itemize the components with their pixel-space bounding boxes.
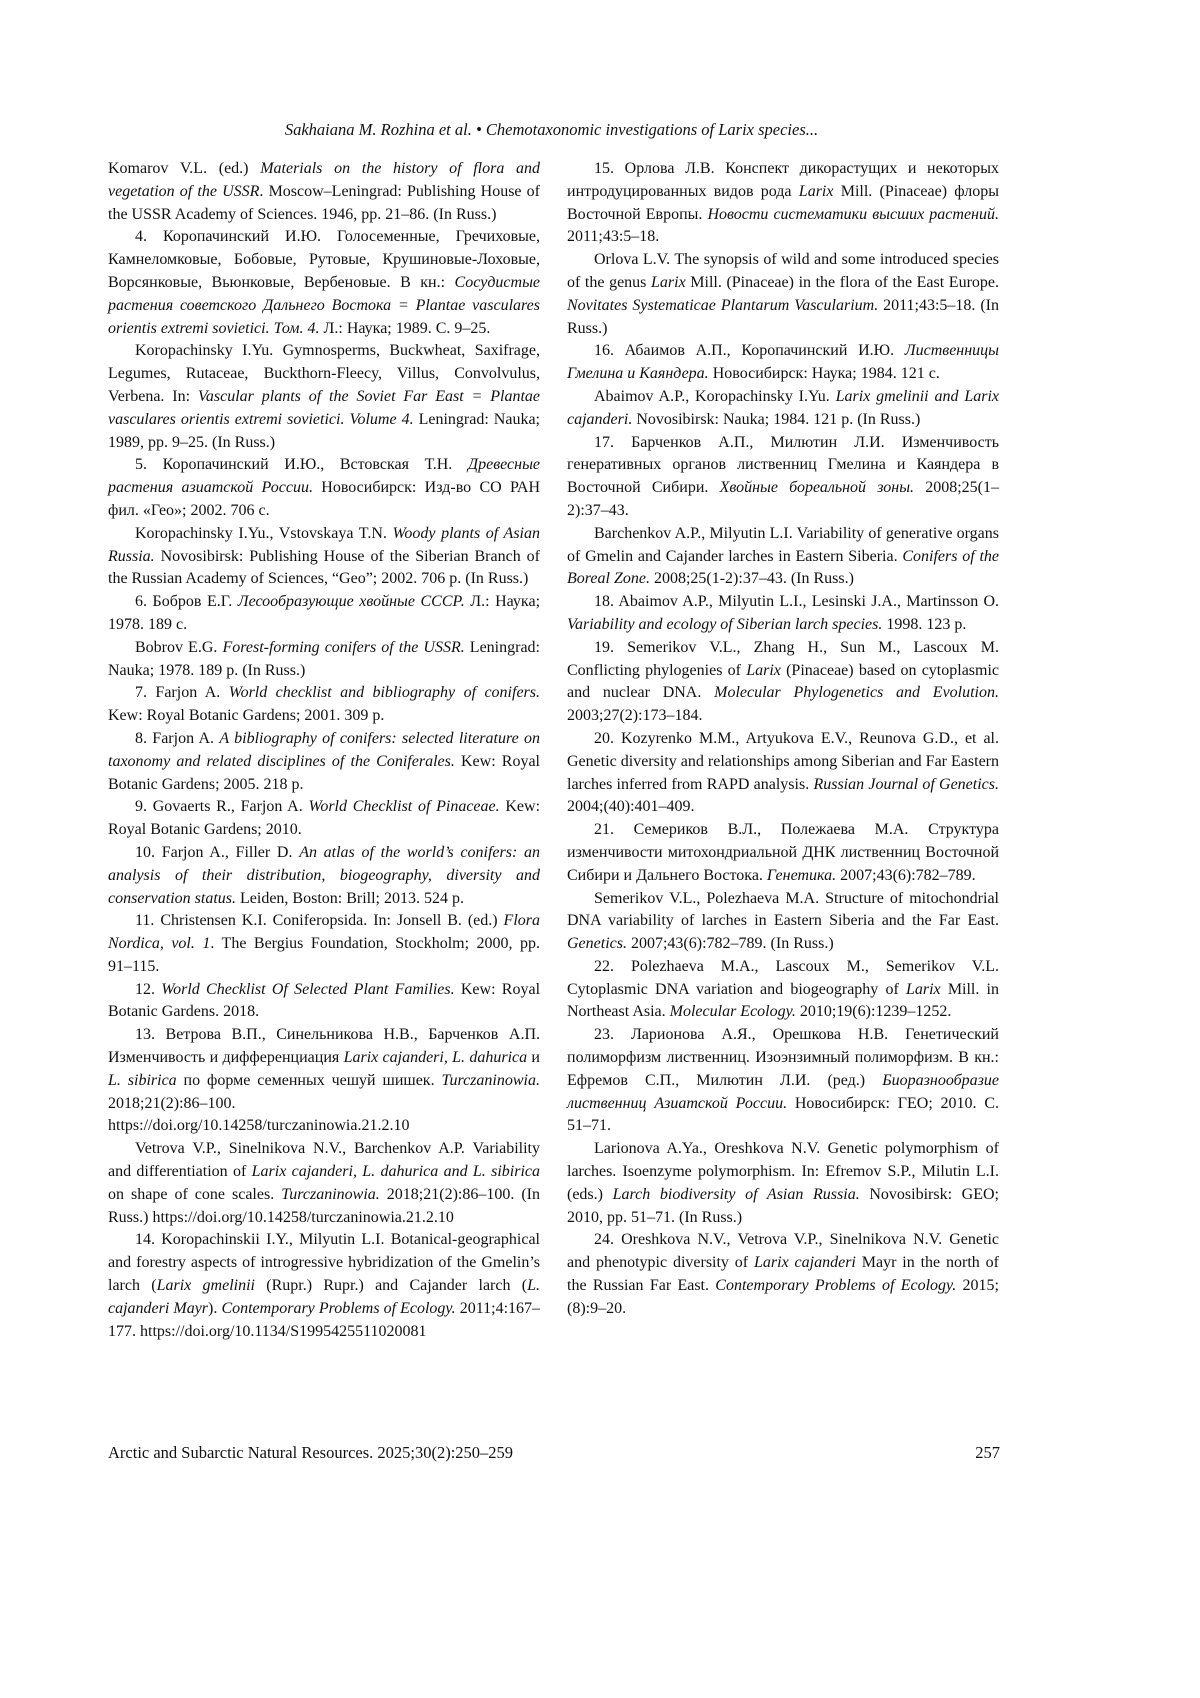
reference-italic-text: Larix cajanderi, L. dahurica — [343, 1049, 528, 1067]
reference-entry — [567, 158, 999, 249]
reference-text: 23. Ларионова А.Я., Орешкова Н.В. Генетический полиморфизм лиственниц. Изоэнзимный полиморфизм. В кн.: Ефремов С.П., Милютин Л.И. (ред.) — [567, 1026, 999, 1089]
reference-text: Semerikov V.L., Polezhaeva M.A. Structure of mitochondrial DNA variability of larches in Eastern Siberia and the Far East. — [567, 889, 999, 930]
reference-text: Mill. (Pinaceae) флоры Восточной Европы. — [567, 182, 1000, 223]
reference-text: Новосибирск: Наука; 1984. 121 с. — [708, 365, 940, 383]
reference-text: Leiden, Boston: Brill; 2013. 524 p. — [236, 889, 464, 907]
reference-text: Koropachinsky I.Yu. Gymnosperms, Buckwheat, Saxifrage, Legumes, Rutaceae, Buckthorn-Fleecy, Villus, Convolvulus, Verbena. In: — [108, 342, 540, 405]
running-header — [0, 120, 1103, 140]
reference-text: 12. — [135, 980, 162, 998]
reference-entry — [108, 682, 540, 728]
reference-text: Л.: Наука; 1989. С. 9–25. — [319, 319, 491, 337]
reference-text: 10. Farjon A., Filler D. — [135, 843, 300, 861]
reference-text: 7. Farjon A. — [135, 684, 229, 702]
reference-entry — [567, 340, 999, 386]
reference-italic-text: World Checklist Of Selected Plant Families. — [161, 980, 455, 998]
reference-entry — [108, 1138, 540, 1229]
reference-text: 2018;21(2):86–100. (In Russ.) https://doi.org/10.14258/turczaninowia.21.2.10 — [108, 1185, 541, 1226]
reference-text: 2011;43:5–18. — [567, 228, 660, 246]
reference-entry — [108, 1229, 540, 1343]
header-article-title: Chemotaxonomic investigations of Larix species... — [485, 120, 819, 139]
reference-text: Kew: Royal Botanic Gardens; 2001. 309 p. — [108, 707, 385, 725]
reference-text: Bobrov E.G. — [135, 638, 223, 656]
reference-text: Abaimov A.P., Koropachinsky I.Yu. — [594, 387, 836, 405]
reference-italic-text: Flora Nordica, vol. 1 — [108, 912, 540, 953]
reference-entry — [567, 432, 999, 523]
reference-text: 14. Koropachinskii I.Y., Milyutin L.I. Botanical-geographical and forestry aspects of introgressive hybridization of the Gmelin’s larch ( — [108, 1231, 540, 1295]
reference-entry — [567, 728, 999, 819]
reference-text: Leningrad: Nauka; 1989, pp. 9–25. (In Russ.) — [108, 410, 540, 451]
reference-text: 2015;(8):9–20. — [567, 1277, 999, 1317]
reference-italic-text: Лесообразующие хвойные СССР. — [237, 593, 465, 611]
references-right-column — [567, 158, 999, 1321]
reference-entry — [108, 226, 540, 340]
reference-text: 5. Коропачинский И.Ю., Встовская Т.Н. — [135, 456, 468, 474]
reference-italic-text: Larix cajanderi — [754, 1254, 856, 1272]
reference-italic-text: Molecular Phylogenetics and Evolution. — [714, 684, 999, 702]
reference-entry — [567, 386, 999, 432]
reference-text: 9. Govaerts R., Farjon A. — [135, 798, 309, 816]
reference-italic-text: Contemporary Problems of Ecology. — [715, 1277, 957, 1295]
reference-italic-text: Turczaninowia. — [441, 1071, 540, 1089]
reference-italic-text: An atlas of the world’s conifers: an analysis of their distribution, biogeography, diversity and conservation status. — [108, 843, 540, 907]
reference-text: 11. Christensen K.I. Coniferopsida. In: Jonsell B. (ed.) — [135, 912, 504, 930]
reference-italic-text: Хвойные бореальной зоны. — [719, 479, 915, 497]
reference-italic-text: Larix — [798, 182, 834, 200]
reference-italic-text: Новости систематики высших растений. — [707, 205, 999, 223]
reference-italic-text: World Checklist of Pinaceae. — [308, 798, 500, 816]
reference-entry — [567, 956, 999, 1024]
reference-italic-text: Древесные растения азиатской России. — [108, 456, 540, 497]
reference-italic-text: Генетика. — [766, 866, 837, 884]
reference-italic-text: Contemporary Problems of Ecology. — [221, 1299, 456, 1317]
reference-entry — [108, 910, 540, 978]
reference-italic-text: A bibliography of conifers: selected literature on taxonomy and related disciplines of the Coniferales. — [108, 729, 540, 770]
reference-text: Kew: Royal Botanic Gardens. 2018. — [108, 980, 541, 1021]
reference-entry — [108, 1024, 540, 1138]
reference-italic-text: World checklist and bibliography of conifers. — [228, 684, 540, 702]
reference-text: Novosibirsk: Nauka; 1984. 121 p. (In Russ.) — [632, 410, 921, 428]
reference-entry — [108, 454, 540, 522]
reference-entry — [108, 158, 540, 226]
reference-entry — [567, 888, 999, 956]
reference-entry — [108, 637, 540, 683]
page-number: 257 — [975, 1443, 1000, 1462]
reference-entry — [108, 979, 540, 1025]
reference-text: (Pinaceae) based on cytoplasmic and nuclear DNA. — [567, 661, 1000, 702]
reference-text: Vetrova V.P., Sinelnikova N.V., Barchenkov A.P. Variability and differentiation of — [108, 1140, 540, 1181]
reference-text: 20. Kozyrenko M.M., Artyukova E.V., Reunova G.D., et al. Genetic diversity and relationships among Siberian and Far Eastern larches inferred from RAPD analysis. — [567, 729, 999, 793]
reference-entry — [108, 728, 540, 796]
reference-italic-text: Larch biodiversity of Asian Russia. — [612, 1185, 860, 1203]
reference-text: Komarov V.L. (ed.) — [108, 160, 261, 177]
reference-text: 4. Коропачинский И.Ю. Голосеменные, Гречиховые, Камнеломковые, Бобовые, Рутовые, Крушиновые-Лоховые, Ворсянковые, Вьюнковые, Вербеновые. В кн.: — [108, 228, 540, 291]
reference-italic-text: Vascular plants of the Soviet Far East = Plantae vasculares orientis extremi sovietici. Volume 4. — [108, 387, 540, 428]
reference-text: 18. Abaimov A.P., Milyutin L.I., Lesinski J.A., Martinsson O. — [594, 593, 999, 611]
reference-text: Mill. (Pinaceae) in the flora of the East Europe. — [685, 273, 1000, 291]
reference-text: Л.: Наука; 1978. 189 с. — [108, 593, 541, 633]
reference-text: Mill. in Northeast Asia. — [567, 980, 999, 1021]
reference-entry — [567, 1229, 999, 1320]
reference-entry — [108, 591, 540, 637]
reference-text: Orlova L.V. The synopsis of wild and some introduced species of the genus — [567, 251, 999, 291]
reference-entry — [108, 842, 540, 910]
reference-text: (Rupr.) Rupr.) and Cajander larch ( — [255, 1277, 528, 1295]
reference-text: 15. Орлова Л.В. Конспект дикорастущих и некоторых интродуцированных видов рода — [567, 160, 999, 200]
reference-italic-text: Биоразнообразие лиственниц Азиатской России. — [567, 1071, 999, 1112]
reference-text: . Moscow–Leningrad: Publishing House of the USSR Academy of Sciences. 1946, pp. 21–86. (In Russ.) — [108, 182, 540, 223]
reference-text: Novosibirsk: GEO; 2010, pp. 51–71. (In Russ.) — [567, 1185, 1000, 1226]
reference-entry — [108, 340, 540, 454]
reference-italic-text: Forest-forming conifers of the USSR. — [222, 638, 465, 656]
reference-entry — [567, 523, 999, 591]
reference-text: 2004;(40):401–409. — [567, 798, 695, 816]
reference-text: 6. Бобров Е.Г. — [135, 593, 238, 611]
reference-text: 2007;43(6):782–789. (In Russ.) — [626, 935, 834, 953]
reference-text: 22. Polezhaeva M.A., Lascoux M., Semerikov V.L. Cytoplasmic DNA variation and biogeography of — [567, 957, 999, 998]
reference-italic-text: L. sibirica — [108, 1071, 177, 1089]
reference-italic-text: Genetics. — [567, 935, 627, 953]
reference-text: 2003;27(2):173–184. — [567, 707, 703, 725]
reference-text: 16. Абаимов А.П., Коропачинский И.Ю. — [594, 342, 905, 360]
reference-text: Barchenkov A.P., Milyutin L.I. Variability of generative organs of Gmelin and Cajander larches in Eastern Siberia. — [567, 524, 999, 565]
footer-journal-citation: Arctic and Subarctic Natural Resources. 2025;30(2):250–259 — [108, 1443, 514, 1462]
reference-text: Larionova A.Ya., Oreshkova N.V. Genetic polymorphism of larches. Isoenzyme polymorphism. In: Efremov S.P., Milutin L.I. (eds.) — [567, 1140, 999, 1203]
reference-text: 2018;21(2):86–100. https://doi.org/10.14258/turczaninowia.21.2.10 — [108, 1094, 410, 1135]
reference-italic-text: Molecular Ecology. — [669, 1003, 796, 1021]
reference-text: 19. Semerikov V.L., Zhang H., Sun M., Lascoux M. Conflicting phylogenies of — [567, 638, 999, 679]
reference-italic-text: Лиственницы Гмелина и Каяндера. — [567, 342, 999, 383]
reference-text: Новосибирск: ГЕО; 2010. С. 51–71. — [567, 1094, 1000, 1135]
reference-entry — [567, 637, 999, 728]
reference-text: 1998. 123 p. — [882, 615, 967, 633]
reference-italic-text: Larix gmelinii — [156, 1277, 255, 1295]
reference-text: 2008;25(1–2):37–43. — [567, 479, 999, 519]
reference-italic-text: Woody plants of Asian Russia. — [108, 524, 540, 565]
reference-text: 21. Семериков В.Л., Полежаева М.А. Структура изменчивости митохондриальной ДНК лиственниц Восточной Сибири и Дальнего Востока. — [567, 821, 999, 884]
reference-text: и — [527, 1049, 540, 1067]
reference-italic-text: Larix — [651, 273, 686, 291]
reference-entry — [567, 249, 999, 340]
reference-text: 17. Барченков А.П., Милютин Л.И. Изменчивость генеративных органов лиственниц Гмелина и Каяндера в Восточной Сибири. — [567, 433, 999, 497]
reference-text: on shape of cone scales. — [108, 1185, 282, 1203]
header-authors: Sakhaiana M. Rozhina et al. — [284, 120, 472, 139]
reference-italic-text: Materials on the history of flora and vegetation of the USSR — [108, 160, 540, 200]
reference-text: 24. Oreshkova N.V., Vetrova V.P., Sinelnikova N.V. Genetic and phenotypic diversity of — [567, 1231, 999, 1272]
reference-italic-text: Larix — [905, 980, 941, 998]
reference-italic-text: Larix cajanderi, L. dahurica and L. sibirica — [251, 1163, 541, 1181]
reference-text: 2011;43:5–18. (In Russ.) — [567, 296, 1000, 337]
reference-italic-text: Variability and ecology of Siberian larch species. — [567, 615, 883, 633]
reference-italic-text: Russian Journal of Genetics. — [813, 775, 1000, 793]
reference-text: Novosibirsk: Publishing House of the Siberian Branch of the Russian Academy of Sciences, “Geo”; 2002. 706 p. (In Russ.) — [108, 547, 540, 588]
reference-text: 2008;25(1-2):37–43. (In Russ.) — [649, 570, 854, 588]
reference-text: 2007;43(6):782–789. — [836, 866, 976, 884]
reference-entry — [108, 796, 540, 842]
reference-italic-text: Larix gmelinii and Larix cajanderi. — [567, 387, 999, 428]
reference-entry — [567, 591, 999, 637]
reference-entry — [567, 819, 999, 887]
reference-text: Новосибирск: Изд-во СО РАН фил. «Гео»; 2002. 706 с. — [108, 479, 540, 519]
reference-text: по форме семенных чешуй шишек. — [176, 1071, 442, 1089]
reference-entry — [108, 523, 540, 591]
reference-text: 2010;19(6):1239–1252. — [795, 1003, 952, 1021]
reference-text: Mayr in the north of the Russian Far East. — [567, 1254, 1000, 1295]
reference-italic-text: Novitates Systematicae Plantarum Vascularium. — [567, 296, 879, 314]
reference-text: 13. Ветрова В.П., Синельникова Н.В., Барченков А.П. Изменчивость и дифференциация — [108, 1026, 540, 1067]
reference-italic-text: Сосудистые растения советского Дальнего Востока = Plantae vasculares orientis extremi sovietici. Том. 4. — [108, 273, 540, 337]
reference-text: 8. Farjon A. — [135, 729, 220, 747]
reference-italic-text: Conifers of the Boreal Zone. — [567, 547, 1000, 588]
references-left-column — [108, 158, 540, 1343]
reference-italic-text: L. cajanderi Mayr — [108, 1277, 541, 1317]
reference-italic-text: Turczaninowia. — [281, 1185, 380, 1203]
reference-text: Kew: Royal Botanic Gardens; 2010. — [108, 798, 541, 839]
reference-text: 2011;4:167–177. https://doi.org/10.1134/S1995425511020081 — [108, 1299, 541, 1340]
reference-italic-text: Larix — [746, 661, 781, 679]
reference-text: Koropachinsky I.Yu., Vstovskaya T.N. — [135, 524, 393, 542]
header-separator: • — [475, 120, 482, 139]
reference-entry — [567, 1138, 999, 1229]
reference-entry — [567, 1024, 999, 1138]
reference-text: Kew: Royal Botanic Gardens; 2005. 218 p. — [108, 752, 540, 793]
reference-text: . The Bergius Foundation, Stockholm; 2000, pp. 91–115. — [108, 935, 540, 975]
reference-text: Leningrad: Nauka; 1978. 189 p. (In Russ.) — [108, 638, 541, 679]
reference-text: ). — [208, 1299, 222, 1317]
